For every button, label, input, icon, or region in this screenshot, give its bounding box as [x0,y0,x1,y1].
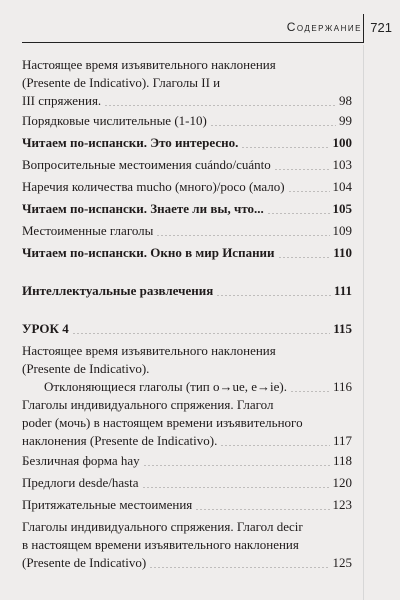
toc-page-number: 125 [332,555,352,570]
toc-entry [22,474,352,492]
header-rule [22,42,364,43]
leader-dots [195,509,329,510]
toc-entry-title: УРОК 4 [22,321,69,336]
toc-entry-line: poder (мочь) в настоящем времени изъявительного [22,415,303,430]
toc-entry [22,200,352,218]
toc-entry-title: Наречия количества mucho (много)/poco (мало) [22,179,285,194]
toc-entry-title: Безличная форма hay [22,453,140,468]
leader-dots [143,465,330,466]
toc-page-number: 105 [332,201,352,216]
toc-entry [22,222,352,240]
leader-dots [104,105,336,106]
toc-entry-line: III спряжения. [22,93,102,108]
toc-entry-line: (Presente de Indicativo). [22,361,150,376]
toc-entry [22,134,352,152]
toc-page-number: 98 [339,93,352,108]
toc-entry-title: Интеллектуальные развлечения [22,283,214,298]
toc-entry [22,178,352,196]
toc-page-number: 115 [333,321,352,336]
toc-page-number: 100 [332,135,352,150]
toc-entry [22,452,352,470]
toc-entry [22,282,352,300]
leader-dots [216,295,331,296]
leader-dots [288,191,330,192]
leader-dots [278,257,331,258]
leader-dots [220,445,330,446]
toc-entry [22,496,352,514]
toc-entry [22,56,352,110]
leader-dots [241,147,329,148]
running-head-title: Содержание [286,20,362,34]
toc-entry [22,244,352,262]
toc-entry-title: Читаем по-испански. Окно в мир Испании [22,245,275,260]
toc-entry [22,112,352,130]
leader-dots [267,213,330,214]
toc-entry [22,342,352,396]
leader-dots [290,391,330,392]
toc-entry-line: (Presente de Indicativo). Глаголы II и [22,75,221,90]
header-divider [363,14,364,42]
toc-page-number: 111 [333,283,352,298]
toc-entry [22,518,352,572]
toc-page-number: 103 [332,157,352,172]
toc-entry-line: Глаголы индивидуального спряжения. Глагол decir [22,519,303,534]
toc-page-number: 109 [332,223,352,238]
leader-dots [274,169,330,170]
leader-dots [210,125,336,126]
toc-page-number: 116 [332,379,352,394]
toc-entry [22,396,352,450]
toc-entry-title: Порядковые числительные (1-10) [22,113,207,128]
leader-dots [149,567,329,568]
toc-entry-line: Настоящее время изъявительного наклонения [22,343,276,358]
toc-entry-title: Читаем по-испански. Это интересно. [22,135,239,150]
page-number: 721 [370,20,392,35]
toc-page-number: 118 [332,453,352,468]
toc-entry-title: Предлоги desde/hasta [22,475,139,490]
toc-page-number: 99 [339,113,352,128]
toc-entry-title: Местоименные глаголы [22,223,154,238]
toc-entry [22,320,352,338]
leader-dots [72,333,331,334]
toc-entry-line: Глаголы индивидуального спряжения. Глагол [22,397,274,412]
toc-entry-title: Вопросительные местоимения cuándo/cuánto [22,157,271,172]
toc-page-number: 123 [332,497,352,512]
toc-page-number: 110 [333,245,352,260]
leader-dots [156,235,329,236]
toc-entry-title: Читаем по-испански. Знаете ли вы, что... [22,201,264,216]
toc-entry-line: наклонения (Presente de Indicativo). [22,433,218,448]
toc-entry-title: Притяжательные местоимения [22,497,193,512]
toc-entry-line: (Presente de Indicativo) [22,555,147,570]
side-rule [363,45,364,600]
toc-page-number: 104 [332,179,352,194]
toc-page-number: 117 [332,433,352,448]
toc-entry-line: Настоящее время изъявительного наклонения [22,57,276,72]
leader-dots [142,487,330,488]
toc-entry-line: в настоящем времени изъявительного наклонения [22,537,299,552]
toc-entry [22,156,352,174]
toc-page-number: 120 [332,475,352,490]
toc-entry-line: Отклоняющиеся глаголы (тип o→ue, e→ie). [44,379,287,394]
